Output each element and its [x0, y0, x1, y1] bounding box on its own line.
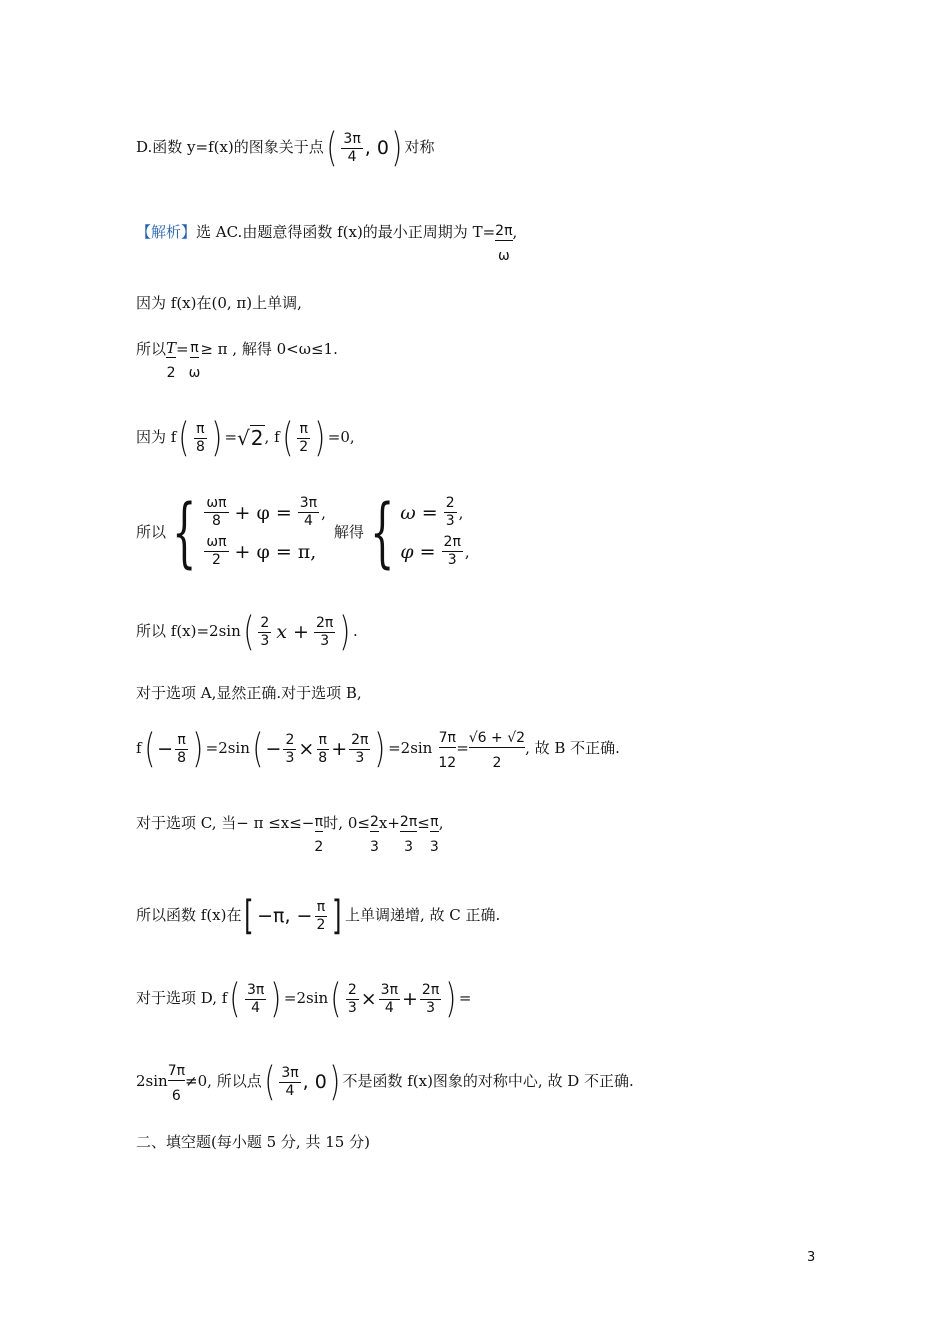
fraction: $\frac{\pi}{\omega}$ — [188, 340, 201, 381]
equation-system-1: $\frac{\omega\pi}{8}$ + φ = $\frac{3\pi}{4}$ , $\frac{\omega\pi}{2}$ + φ = π, — [206, 495, 326, 568]
option-b-calc-line: f( − $\frac{\pi}{8}$ ) =2sin( − $\frac{2}{3}$ × $\frac{\pi}{8}$ + $\frac{2\pi}{3}$ ) =2sin $\frac{7\pi}{12}$ = $\frac{√6 + √2}{2}$ , 故 B 不正确. — [136, 726, 620, 772]
option-d-calc-line: 对于选项 D, f( $\frac{3\pi}{4}$ ) =2sin( $\frac{2}{3}$ × $\frac{3\pi}{4}$ + $\frac{2\pi}{3}$ ) = — [136, 976, 472, 1022]
option-c-interval-line: 所以函数 f(x)在[ −π, − $\frac{\pi}{2}$ ] 上单调递增, 故 C 正确. — [136, 893, 501, 939]
monotonic-line: 因为 f(x)在(0, π)上单调, — [136, 294, 302, 312]
fraction: $\frac{3\pi}{4}$ — [343, 130, 361, 165]
fraction: $\frac{\pi}{8}$ — [195, 420, 205, 455]
equation-system-2: ω = $\frac{2}{3}$ , φ = $\frac{2\pi}{3}$ , — [400, 495, 470, 568]
analysis-line: 【解析】选 AC.由题意得函数 f(x)的最小正周期为 T= $\frac{2\pi}{\omega}$ , — [136, 223, 518, 264]
values-line: 因为 f( $\frac{\pi}{8}$ ) =√2, f( $\frac{\pi}{2}$ ) =0, — [136, 415, 355, 461]
page-number: 3 — [807, 1250, 816, 1265]
option-d-line: D.函数 y=f(x)的图象关于点( $\frac{3\pi}{4}$ , 0) 对称 — [136, 125, 435, 171]
option-c-line: 对于选项 C, 当− π ≤x≤− $\frac{\pi}{2}$ 时, 0≤ $\frac{2}{3}$ x+ $\frac{2\pi}{3}$ ≤ $\frac{\pi}{3}$ , — [136, 814, 444, 855]
f-formula-line: 所以 f(x)=2sin( $\frac{2}{3}$ x + $\frac{2\pi}{3}$ ) . — [136, 609, 358, 655]
fraction: $\frac{T}{2}$ — [166, 339, 177, 381]
fraction: $\frac{2\pi}{\omega}$ — [495, 223, 513, 264]
option-d-result-line: 2sin $\frac{7\pi}{6}$ ≠0, 所以点( $\frac{3\pi}{4}$ , 0) 不是函数 f(x)图象的对称中心, 故 D 不正确. — [136, 1059, 634, 1105]
half-period-line: 所以 $\frac{T}{2}$ = $\frac{\pi}{\omega}$ ≥ π , 解得 0<ω≤1. — [136, 339, 338, 381]
sqrt-expression: √2 — [237, 426, 264, 450]
option-ab-line: 对于选项 A,显然正确.对于选项 B, — [136, 684, 362, 702]
system-line: 所以{ $\frac{\omega\pi}{8}$ + φ = $\frac{3\pi}{4}$ , $\frac{\omega\pi}{2}$ + φ = π, 解得{ ω = $\frac{2}{3}$ , φ = $\frac{2\pi}{3}$ , — [136, 487, 470, 576]
fraction: $\frac{\pi}{2}$ — [299, 420, 309, 455]
analysis-tag: 【解析】 — [136, 223, 197, 241]
section-heading: 二、填空题(每小题 5 分, 共 15 分) — [136, 1133, 370, 1151]
